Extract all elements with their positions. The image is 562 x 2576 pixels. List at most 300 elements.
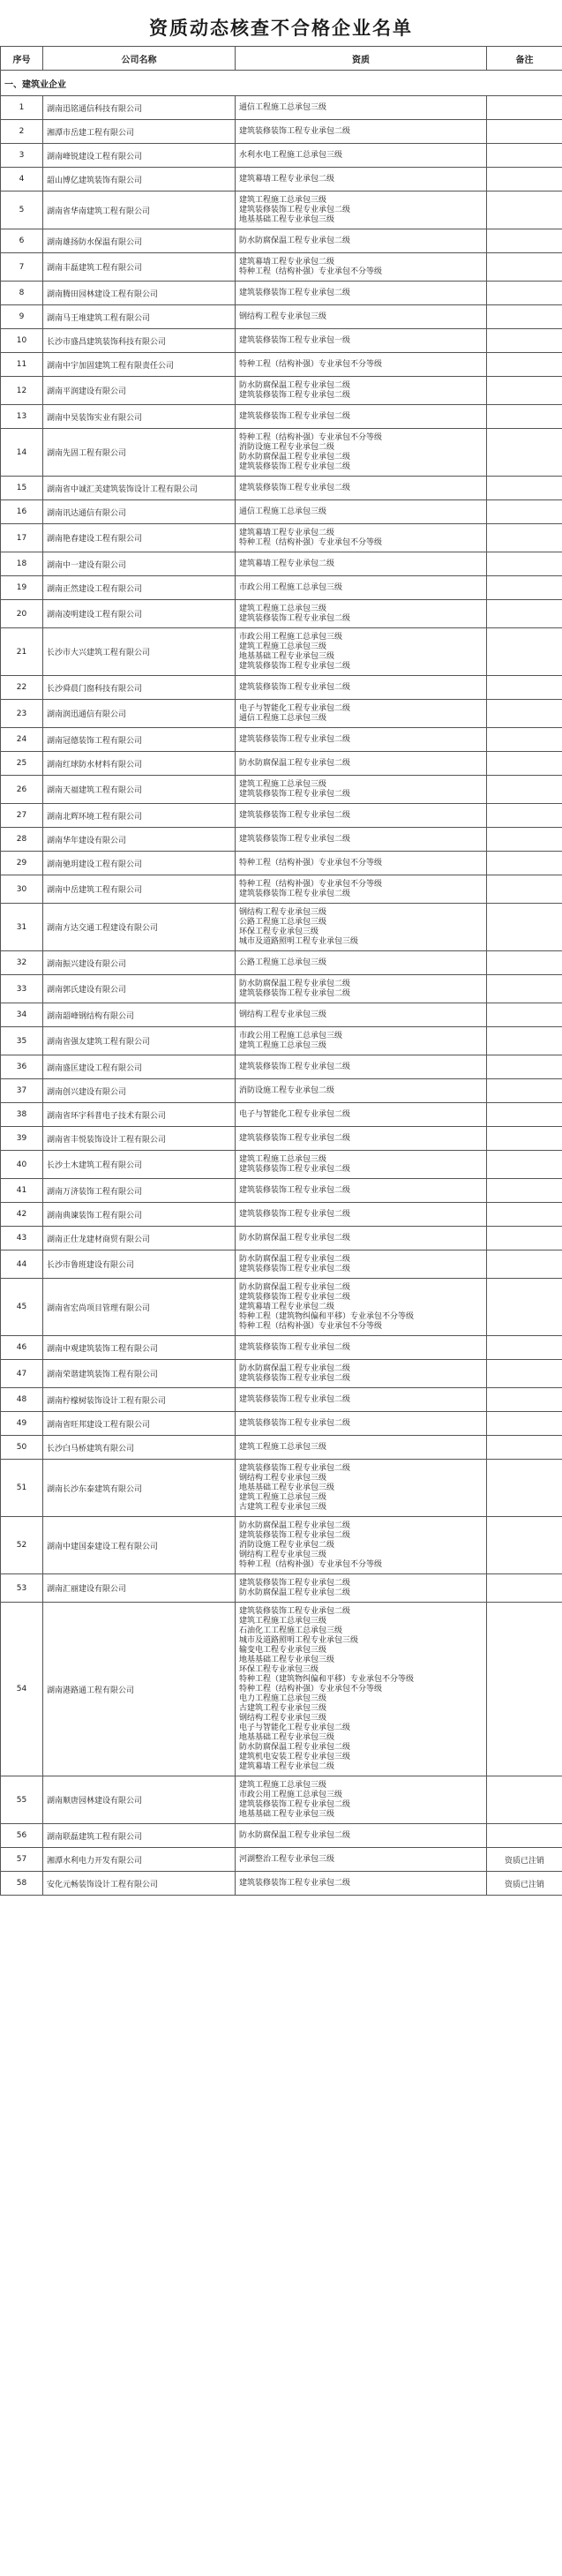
- row-company-name: 湖南柠檬树装饰设计工程有限公司: [43, 1388, 236, 1412]
- qualification-line: 防水防腐保温工程专业承包二级: [239, 380, 351, 390]
- row-company-name: 长沙土木建筑工程有限公司: [43, 1151, 236, 1179]
- row-qualifications: [236, 1603, 487, 1776]
- qualification-line: 建筑装修装饰工程专业承包二级: [239, 1373, 351, 1383]
- row-seq: 57: [1, 1848, 43, 1872]
- row-seq: 52: [1, 1517, 43, 1574]
- qualification-line: 建筑装修装饰工程专业承包二级: [239, 483, 351, 492]
- row-qualifications: [236, 253, 487, 282]
- row-seq: 13: [1, 405, 43, 429]
- table-row: [1, 576, 562, 600]
- qualification-line: 建筑装修装饰工程专业承包二级: [239, 390, 351, 400]
- table-row: [1, 500, 562, 524]
- row-qualifications: [236, 776, 487, 804]
- qualification-line: 防水防腐保温工程专业承包二级: [239, 1282, 351, 1292]
- qualification-line: 钢结构工程专业承包三级: [239, 312, 327, 321]
- qualification-line: 环保工程专业承包三级: [239, 927, 319, 936]
- qualification-line: 通信工程施工总承包三级: [239, 102, 327, 112]
- row-company-name: 湖南长沙东泰建筑有限公司: [43, 1460, 236, 1517]
- qualification-line: 建筑装修装饰工程专业承包二级: [239, 988, 351, 998]
- row-qualifications: [236, 804, 487, 828]
- qualification-line: 建筑装修装饰工程专业承包二级: [239, 682, 351, 692]
- row-seq: 24: [1, 728, 43, 752]
- row-seq: 2: [1, 120, 43, 144]
- qualification-line: 防水防腐保温工程专业承包二级: [239, 758, 351, 768]
- table-row: [1, 96, 562, 120]
- row-seq: 34: [1, 1003, 43, 1027]
- section-label: 一、建筑业企业: [1, 71, 562, 96]
- qualification-line: 电子与智能化工程专业承包二级: [239, 703, 351, 713]
- row-note: [487, 752, 562, 776]
- row-qualifications: [236, 1388, 487, 1412]
- row-note: [487, 975, 562, 1003]
- row-qualifications: [236, 828, 487, 852]
- row-note: [487, 700, 562, 728]
- qualification-line: 建筑工程施工总承包三级: [239, 779, 327, 789]
- qualification-line: 特种工程（结构补强）专业承包不分等级: [239, 359, 383, 369]
- qualification-line: 建筑装修装饰工程专业承包一级: [239, 335, 351, 345]
- qualification-line: 地基基础工程专业承包三级: [239, 1732, 335, 1742]
- row-note: [487, 477, 562, 500]
- row-note: [487, 1360, 562, 1388]
- row-company-name: 湖南联磊建筑工程有限公司: [43, 1824, 236, 1848]
- row-note: [487, 1250, 562, 1279]
- table-row: [1, 1574, 562, 1603]
- qualification-line: 地基基础工程专业承包三级: [239, 651, 335, 661]
- qualification-line: 建筑装修装饰工程专业承包二级: [239, 889, 351, 898]
- row-note: [487, 353, 562, 377]
- row-note: [487, 1055, 562, 1079]
- row-qualifications: [236, 1203, 487, 1227]
- row-note: [487, 1127, 562, 1151]
- row-seq: 43: [1, 1227, 43, 1250]
- row-qualifications: [236, 524, 487, 552]
- company-list-table: [0, 46, 562, 1896]
- table-row: [1, 229, 562, 253]
- row-company-name: 长沙市鲁班建设有限公司: [43, 1250, 236, 1279]
- qualification-line: 建筑装修装饰工程专业承包二级: [239, 126, 351, 136]
- row-company-name: 湖南腾田园林建设工程有限公司: [43, 282, 236, 305]
- row-note: [487, 229, 562, 253]
- row-company-name: 湘潭水利电力开发有限公司: [43, 1848, 236, 1872]
- row-note: [487, 168, 562, 192]
- row-qualifications: [236, 576, 487, 600]
- table-row: [1, 1436, 562, 1460]
- row-note: [487, 1151, 562, 1179]
- qualification-line: 建筑工程施工总承包三级: [239, 195, 327, 205]
- row-seq: 3: [1, 144, 43, 168]
- table-row: [1, 1872, 562, 1896]
- row-qualifications: [236, 1227, 487, 1250]
- qualification-line: 建筑幕墙工程专业承包二级: [239, 1302, 335, 1311]
- row-note: [487, 1574, 562, 1603]
- table-row: [1, 168, 562, 192]
- row-qualifications: [236, 875, 487, 904]
- row-seq: 45: [1, 1279, 43, 1336]
- row-qualifications: [236, 1127, 487, 1151]
- row-seq: 53: [1, 1574, 43, 1603]
- row-company-name: 湖南创兴建设有限公司: [43, 1079, 236, 1103]
- row-qualifications: [236, 229, 487, 253]
- table-row: [1, 1460, 562, 1517]
- row-company-name: 长沙市大兴建筑工程有限公司: [43, 628, 236, 676]
- qualification-line: 建筑装修装饰工程专业承包二级: [239, 205, 351, 214]
- section-row: [1, 71, 562, 96]
- row-company-name: 湖南汇丽建设有限公司: [43, 1574, 236, 1603]
- qualification-line: 特种工程（结构补强）专业承包不分等级: [239, 1321, 383, 1331]
- qualification-line: 电力工程施工总承包三级: [239, 1694, 327, 1703]
- qualification-line: 建筑装修装饰工程专业承包二级: [239, 1606, 351, 1616]
- row-note: [487, 1460, 562, 1517]
- table-row: [1, 1388, 562, 1412]
- table-row: [1, 305, 562, 329]
- qualification-line: 古建筑工程专业承包三级: [239, 1703, 327, 1713]
- table-row: [1, 1848, 562, 1872]
- qualification-line: 地基基础工程专业承包三级: [239, 1655, 335, 1664]
- table-row: [1, 429, 562, 477]
- table-row: [1, 120, 562, 144]
- row-qualifications: [236, 1517, 487, 1574]
- qualification-line: 通信工程施工总承包三级: [239, 507, 327, 516]
- row-qualifications: [236, 1872, 487, 1896]
- qualification-line: 防水防腐保温工程专业承包二级: [239, 979, 351, 988]
- row-qualifications: [236, 904, 487, 951]
- qualification-line: 建筑工程施工总承包三级: [239, 604, 327, 613]
- qualification-line: 建筑幕墙工程专业承包二级: [239, 559, 335, 568]
- row-seq: 17: [1, 524, 43, 552]
- row-note: [487, 1227, 562, 1250]
- qualification-line: 建筑机电安装工程专业承包三级: [239, 1752, 351, 1761]
- qualification-line: 公路工程施工总承包三级: [239, 958, 327, 967]
- qualification-line: 建筑工程施工总承包三级: [239, 1154, 327, 1164]
- row-company-name: 湖南正然建设工程有限公司: [43, 576, 236, 600]
- row-qualifications: [236, 192, 487, 229]
- qualification-line: 建筑装修装饰工程专业承包二级: [239, 1878, 351, 1888]
- row-note: [487, 96, 562, 120]
- qualification-line: 电子与智能化工程专业承包二级: [239, 1723, 351, 1732]
- row-note: [487, 377, 562, 405]
- qualification-line: 通信工程施工总承包三级: [239, 713, 327, 723]
- qualification-line: 防水防腐保温工程专业承包二级: [239, 452, 351, 462]
- row-note: [487, 1776, 562, 1824]
- row-seq: 51: [1, 1460, 43, 1517]
- row-note: [487, 628, 562, 676]
- row-seq: 9: [1, 305, 43, 329]
- row-note: [487, 1436, 562, 1460]
- qualification-line: 防水防腐保温工程专业承包二级: [239, 1830, 351, 1840]
- row-note: [487, 192, 562, 229]
- row-qualifications: [236, 1574, 487, 1603]
- qualification-line: 防水防腐保温工程专业承包二级: [239, 1742, 351, 1752]
- row-company-name: 湖南省环宇科普电子技术有限公司: [43, 1103, 236, 1127]
- row-note: [487, 429, 562, 477]
- qualification-line: 钢结构工程专业承包三级: [239, 1550, 327, 1559]
- row-note: [487, 828, 562, 852]
- qualification-line: 建筑装修装饰工程专业承包二级: [239, 1463, 351, 1473]
- row-company-name: 湖南省宏尚项目管理有限公司: [43, 1279, 236, 1336]
- row-qualifications: [236, 752, 487, 776]
- row-seq: 30: [1, 875, 43, 904]
- qualification-line: 建筑装修装饰工程专业承包二级: [239, 1418, 351, 1428]
- row-note: [487, 804, 562, 828]
- row-company-name: 湖南冠德装饰工程有限公司: [43, 728, 236, 752]
- row-qualifications: [236, 144, 487, 168]
- table-row: [1, 1179, 562, 1203]
- row-qualifications: [236, 1151, 487, 1179]
- qualification-line: 公路工程施工总承包三级: [239, 917, 327, 927]
- table-row: [1, 1412, 562, 1436]
- row-seq: 58: [1, 1872, 43, 1896]
- row-company-name: 湖南荣谐建筑装饰工程有限公司: [43, 1360, 236, 1388]
- table-row: [1, 1517, 562, 1574]
- table-row: [1, 904, 562, 951]
- qualification-line: 建筑装修装饰工程专业承包二级: [239, 734, 351, 744]
- row-note: [487, 144, 562, 168]
- row-seq: 46: [1, 1336, 43, 1360]
- table-row: [1, 1250, 562, 1279]
- row-qualifications: [236, 600, 487, 628]
- qualification-line: 地基基础工程专业承包三级: [239, 1483, 335, 1492]
- row-note: [487, 1517, 562, 1574]
- qualification-line: 建筑装修装饰工程专业承包二级: [239, 1578, 351, 1588]
- row-seq: 48: [1, 1388, 43, 1412]
- row-note: [487, 305, 562, 329]
- row-company-name: 湖南省中诚汇美建筑装饰设计工程有限公司: [43, 477, 236, 500]
- qualification-line: 地基基础工程专业承包三级: [239, 1809, 335, 1819]
- qualification-line: 防水防腐保温工程专业承包二级: [239, 1521, 351, 1530]
- row-qualifications: [236, 405, 487, 429]
- table-row: [1, 828, 562, 852]
- row-seq: 11: [1, 353, 43, 377]
- table-row: [1, 353, 562, 377]
- qualification-line: 输变电工程专业承包三级: [239, 1645, 327, 1655]
- row-qualifications: [236, 975, 487, 1003]
- row-note: [487, 1824, 562, 1848]
- table-row: [1, 1003, 562, 1027]
- table-row: [1, 676, 562, 700]
- row-note: [487, 1603, 562, 1776]
- header-name: 公司名称: [43, 47, 236, 71]
- row-qualifications: [236, 852, 487, 875]
- row-seq: 18: [1, 552, 43, 576]
- row-qualifications: [236, 120, 487, 144]
- table-row: [1, 144, 562, 168]
- row-company-name: 湖南方达交通工程建设有限公司: [43, 904, 236, 951]
- row-seq: 5: [1, 192, 43, 229]
- qualification-line: 钢结构工程专业承包三级: [239, 1713, 327, 1723]
- qualification-line: 地基基础工程专业承包三级: [239, 214, 335, 224]
- row-seq: 27: [1, 804, 43, 828]
- row-note: [487, 253, 562, 282]
- table-row: [1, 852, 562, 875]
- table-row: [1, 728, 562, 752]
- row-seq: 41: [1, 1179, 43, 1203]
- qualification-line: 防水防腐保温工程专业承包二级: [239, 1363, 351, 1373]
- row-seq: 7: [1, 253, 43, 282]
- row-note: [487, 1027, 562, 1055]
- row-seq: 15: [1, 477, 43, 500]
- qualification-line: 特种工程（建筑物纠偏和平移）专业承包不分等级: [239, 1674, 415, 1684]
- row-seq: 20: [1, 600, 43, 628]
- row-note: [487, 1336, 562, 1360]
- qualification-line: 特种工程（建筑物纠偏和平移）专业承包不分等级: [239, 1311, 415, 1321]
- row-seq: 23: [1, 700, 43, 728]
- table-row: [1, 253, 562, 282]
- row-company-name: 湖南省旺邦建设工程有限公司: [43, 1412, 236, 1436]
- qualification-line: 消防设施工程专业承包二级: [239, 1540, 335, 1550]
- row-qualifications: [236, 951, 487, 975]
- qualification-line: 特种工程（结构补强）专业承包不分等级: [239, 879, 383, 889]
- row-seq: 49: [1, 1412, 43, 1436]
- row-qualifications: [236, 1436, 487, 1460]
- row-company-name: 长沙白马桥建筑有限公司: [43, 1436, 236, 1460]
- qualification-line: 建筑装修装饰工程专业承包二级: [239, 613, 351, 623]
- table-row: [1, 1360, 562, 1388]
- row-qualifications: [236, 1336, 487, 1360]
- row-seq: 4: [1, 168, 43, 192]
- row-seq: 29: [1, 852, 43, 875]
- qualification-line: 建筑工程施工总承包三级: [239, 1040, 327, 1050]
- table-row: [1, 1203, 562, 1227]
- row-qualifications: [236, 353, 487, 377]
- row-company-name: 湖南先固工程有限公司: [43, 429, 236, 477]
- row-seq: 40: [1, 1151, 43, 1179]
- row-qualifications: [236, 1776, 487, 1824]
- table-row: [1, 752, 562, 776]
- row-seq: 12: [1, 377, 43, 405]
- table-row: [1, 1603, 562, 1776]
- qualification-line: 电子与智能化工程专业承包二级: [239, 1109, 351, 1119]
- row-company-name: 韶山博亿建筑装饰有限公司: [43, 168, 236, 192]
- row-note: 资质已注销: [487, 1848, 562, 1872]
- row-company-name: 湖南省强友建筑工程有限公司: [43, 1027, 236, 1055]
- row-qualifications: [236, 700, 487, 728]
- row-qualifications: [236, 168, 487, 192]
- row-company-name: 湖南讯达通信有限公司: [43, 500, 236, 524]
- table-row: [1, 1127, 562, 1151]
- row-seq: 50: [1, 1436, 43, 1460]
- row-seq: 56: [1, 1824, 43, 1848]
- row-seq: 16: [1, 500, 43, 524]
- row-qualifications: [236, 1079, 487, 1103]
- row-qualifications: [236, 1412, 487, 1436]
- row-company-name: 湖南中一建设有限公司: [43, 552, 236, 576]
- row-note: [487, 552, 562, 576]
- row-note: [487, 1003, 562, 1027]
- row-seq: 31: [1, 904, 43, 951]
- qualification-line: 市政公用工程施工总承包三级: [239, 1031, 343, 1040]
- qualification-line: 建筑装修装饰工程专业承包二级: [239, 1164, 351, 1174]
- row-company-name: 湖南港路通工程有限公司: [43, 1603, 236, 1776]
- table-row: [1, 524, 562, 552]
- row-seq: 1: [1, 96, 43, 120]
- row-note: [487, 500, 562, 524]
- qualification-line: 钢结构工程专业承包三级: [239, 907, 327, 917]
- row-company-name: 湖南北辉环境工程有限公司: [43, 804, 236, 828]
- qualification-line: 建筑幕墙工程专业承包二级: [239, 174, 335, 184]
- table-row: [1, 1227, 562, 1250]
- row-qualifications: [236, 1179, 487, 1203]
- qualification-line: 建筑装修装饰工程专业承包二级: [239, 834, 351, 844]
- row-qualifications: [236, 1103, 487, 1127]
- row-company-name: 湖南艳春建设工程有限公司: [43, 524, 236, 552]
- row-qualifications: [236, 1279, 487, 1336]
- table-row: [1, 700, 562, 728]
- row-note: [487, 576, 562, 600]
- row-company-name: 湖南中观建筑装饰工程有限公司: [43, 1336, 236, 1360]
- row-qualifications: [236, 1250, 487, 1279]
- qualification-line: 建筑幕墙工程专业承包二级: [239, 1761, 335, 1771]
- row-qualifications: [236, 1360, 487, 1388]
- table-row: [1, 1079, 562, 1103]
- row-company-name: 湖南顺唐园林建设有限公司: [43, 1776, 236, 1824]
- qualification-line: 建筑装修装饰工程专业承包二级: [239, 1185, 351, 1195]
- qualification-line: 建筑装修装饰工程专业承包二级: [239, 810, 351, 820]
- qualification-line: 建筑工程施工总承包三级: [239, 642, 327, 651]
- row-seq: 54: [1, 1603, 43, 1776]
- row-company-name: 湖南省华南建筑工程有限公司: [43, 192, 236, 229]
- row-company-name: 湖南中岳建筑工程有限公司: [43, 875, 236, 904]
- table-row: [1, 1336, 562, 1360]
- row-note: [487, 120, 562, 144]
- qualification-line: 建筑装修装饰工程专业承包二级: [239, 1292, 351, 1302]
- row-qualifications: [236, 500, 487, 524]
- qualification-line: 环保工程专业承包三级: [239, 1664, 319, 1674]
- qualification-line: 钢结构工程专业承包三级: [239, 1473, 327, 1483]
- row-seq: 35: [1, 1027, 43, 1055]
- qualification-line: 建筑装修装饰工程专业承包二级: [239, 1062, 351, 1071]
- row-company-name: 湖南盛匡建设工程有限公司: [43, 1055, 236, 1079]
- row-note: [487, 875, 562, 904]
- qualification-line: 建筑工程施工总承包三级: [239, 1442, 327, 1452]
- row-company-name: 湖南中建国泰建设工程有限公司: [43, 1517, 236, 1574]
- qualification-line: 水利水电工程施工总承包三级: [239, 150, 343, 160]
- qualification-line: 建筑装修装饰工程专业承包二级: [239, 1530, 351, 1540]
- qualification-line: 防水防腐保温工程专业承包二级: [239, 1233, 351, 1243]
- row-qualifications: [236, 552, 487, 576]
- table-row: [1, 1279, 562, 1336]
- qualification-line: 建筑装修装饰工程专业承包二级: [239, 462, 351, 471]
- qualification-line: 特种工程（结构补强）专业承包不分等级: [239, 267, 383, 276]
- row-company-name: 湖南迅铭通信科技有限公司: [43, 96, 236, 120]
- qualification-line: 建筑工程施工总承包三级: [239, 1492, 327, 1502]
- row-qualifications: [236, 1027, 487, 1055]
- qualification-line: 建筑装修装饰工程专业承包二级: [239, 1799, 351, 1809]
- row-company-name: 湖南雄扬防水保温有限公司: [43, 229, 236, 253]
- row-qualifications: [236, 1848, 487, 1872]
- table-row: [1, 1824, 562, 1848]
- qualification-line: 建筑工程施工总承包三级: [239, 1616, 327, 1626]
- table-row: [1, 628, 562, 676]
- row-note: [487, 1179, 562, 1203]
- row-company-name: 湖南润迅通信有限公司: [43, 700, 236, 728]
- row-company-name: 湖南凌明建设工程有限公司: [43, 600, 236, 628]
- row-seq: 33: [1, 975, 43, 1003]
- document-title: 资质动态核查不合格企业名单: [149, 17, 413, 39]
- table-row: [1, 377, 562, 405]
- row-qualifications: [236, 1824, 487, 1848]
- row-company-name: 湘潭市岳建工程有限公司: [43, 120, 236, 144]
- qualification-line: 城市及道路照明工程专业承包三级: [239, 936, 359, 946]
- row-seq: 36: [1, 1055, 43, 1079]
- qualification-line: 建筑装修装饰工程专业承包二级: [239, 1133, 351, 1143]
- row-qualifications: [236, 305, 487, 329]
- row-company-name: 湖南驰玥建设工程有限公司: [43, 852, 236, 875]
- row-qualifications: [236, 1460, 487, 1517]
- row-seq: 37: [1, 1079, 43, 1103]
- row-company-name: 湖南丰磊建筑工程有限公司: [43, 253, 236, 282]
- table-row: [1, 776, 562, 804]
- qualification-line: 特种工程（结构补强）专业承包不分等级: [239, 537, 383, 547]
